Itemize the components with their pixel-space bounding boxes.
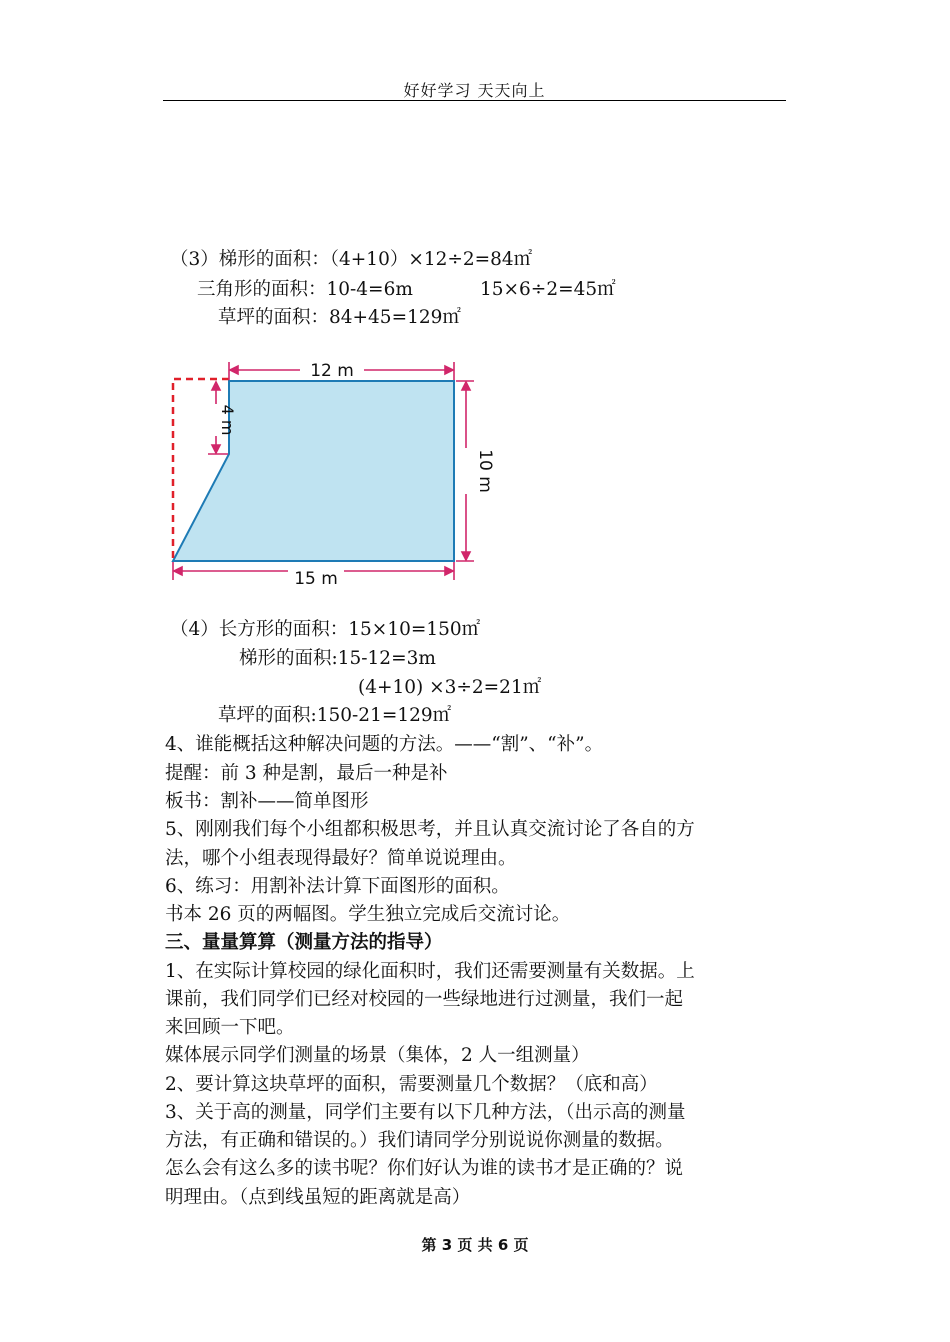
s1-line1: 1、在实际计算校园的绿化面积时，我们还需要测量有关数据。上: [165, 961, 695, 982]
s3-line1: 3、关于高的测量，同学们主要有以下几种方法，（出示高的测量: [165, 1102, 686, 1123]
para-book: 书本 26 页的两幅图。学生独立完成后交流讨论。: [165, 904, 571, 925]
page-footer: 第 3 页 共 6 页: [421, 1236, 529, 1254]
para-4: 4、谁能概括这种解决问题的方法。——“割”、“补”。: [165, 734, 604, 755]
s1-line3: 来回顾一下吧。: [165, 1017, 295, 1038]
calc4-rect: （4）长方形的面积：15×10=150㎡: [170, 619, 481, 640]
header-rule: [163, 100, 786, 101]
calc3-triangle-b: 15×6÷2=45㎡: [480, 279, 616, 300]
top-label: 12 m: [310, 361, 354, 381]
para-5-line2: 法，哪个小组表现得最好？简单说说理由。: [165, 848, 517, 869]
calc3-trapezoid: （3）梯形的面积：（4+10）×12÷2=84㎡: [170, 249, 533, 270]
s3-line2: 方法，有正确和错误的。）我们请同学分别说说你测量的数据。: [165, 1130, 674, 1151]
calc4-trap-b: (4+10) ×3÷2=21㎡: [358, 677, 542, 698]
calc3-lawn: 草坪的面积：84+45=129㎡: [218, 307, 461, 328]
para-remind: 提醒：前 3 种是割，最后一种是补: [165, 763, 448, 784]
bottom-label: 15 m: [294, 569, 338, 589]
s2-line: 2、要计算这块草坪的面积，需要测量几个数据？（底和高）: [165, 1074, 658, 1095]
left-label: 4 m: [218, 404, 237, 436]
para-board: 板书：割补——简单图形: [165, 791, 369, 812]
calc3-triangle-a: 三角形的面积：10-4=6m: [197, 279, 413, 300]
lawn-figure: [160, 358, 500, 593]
calc4-trap-a: 梯形的面积:15-12=3m: [239, 648, 436, 669]
right-label: 10 m: [475, 449, 495, 493]
s3-line3: 怎么会有这么多的读书呢？你们好认为谁的读书才是正确的？说: [165, 1158, 684, 1179]
para-media: 媒体展示同学们测量的场景（集体，2 人一组测量）: [165, 1045, 590, 1066]
s3-line4: 明理由。（点到线虽短的距离就是高）: [165, 1187, 471, 1208]
para-6: 6、练习：用割补法计算下面图形的面积。: [165, 876, 510, 897]
calc4-lawn: 草坪的面积:150-21=129㎡: [218, 705, 452, 726]
page-header: 好好学习 天天向上: [403, 81, 546, 100]
section-3-heading: 三、量量算算（测量方法的指导）: [165, 932, 443, 953]
s1-line2: 课前，我们同学们已经对校园的一些绿地进行过测量，我们一起: [165, 989, 684, 1010]
para-5-line1: 5、刚刚我们每个小组都积极思考，并且认真交流讨论了各自的方: [165, 819, 695, 840]
